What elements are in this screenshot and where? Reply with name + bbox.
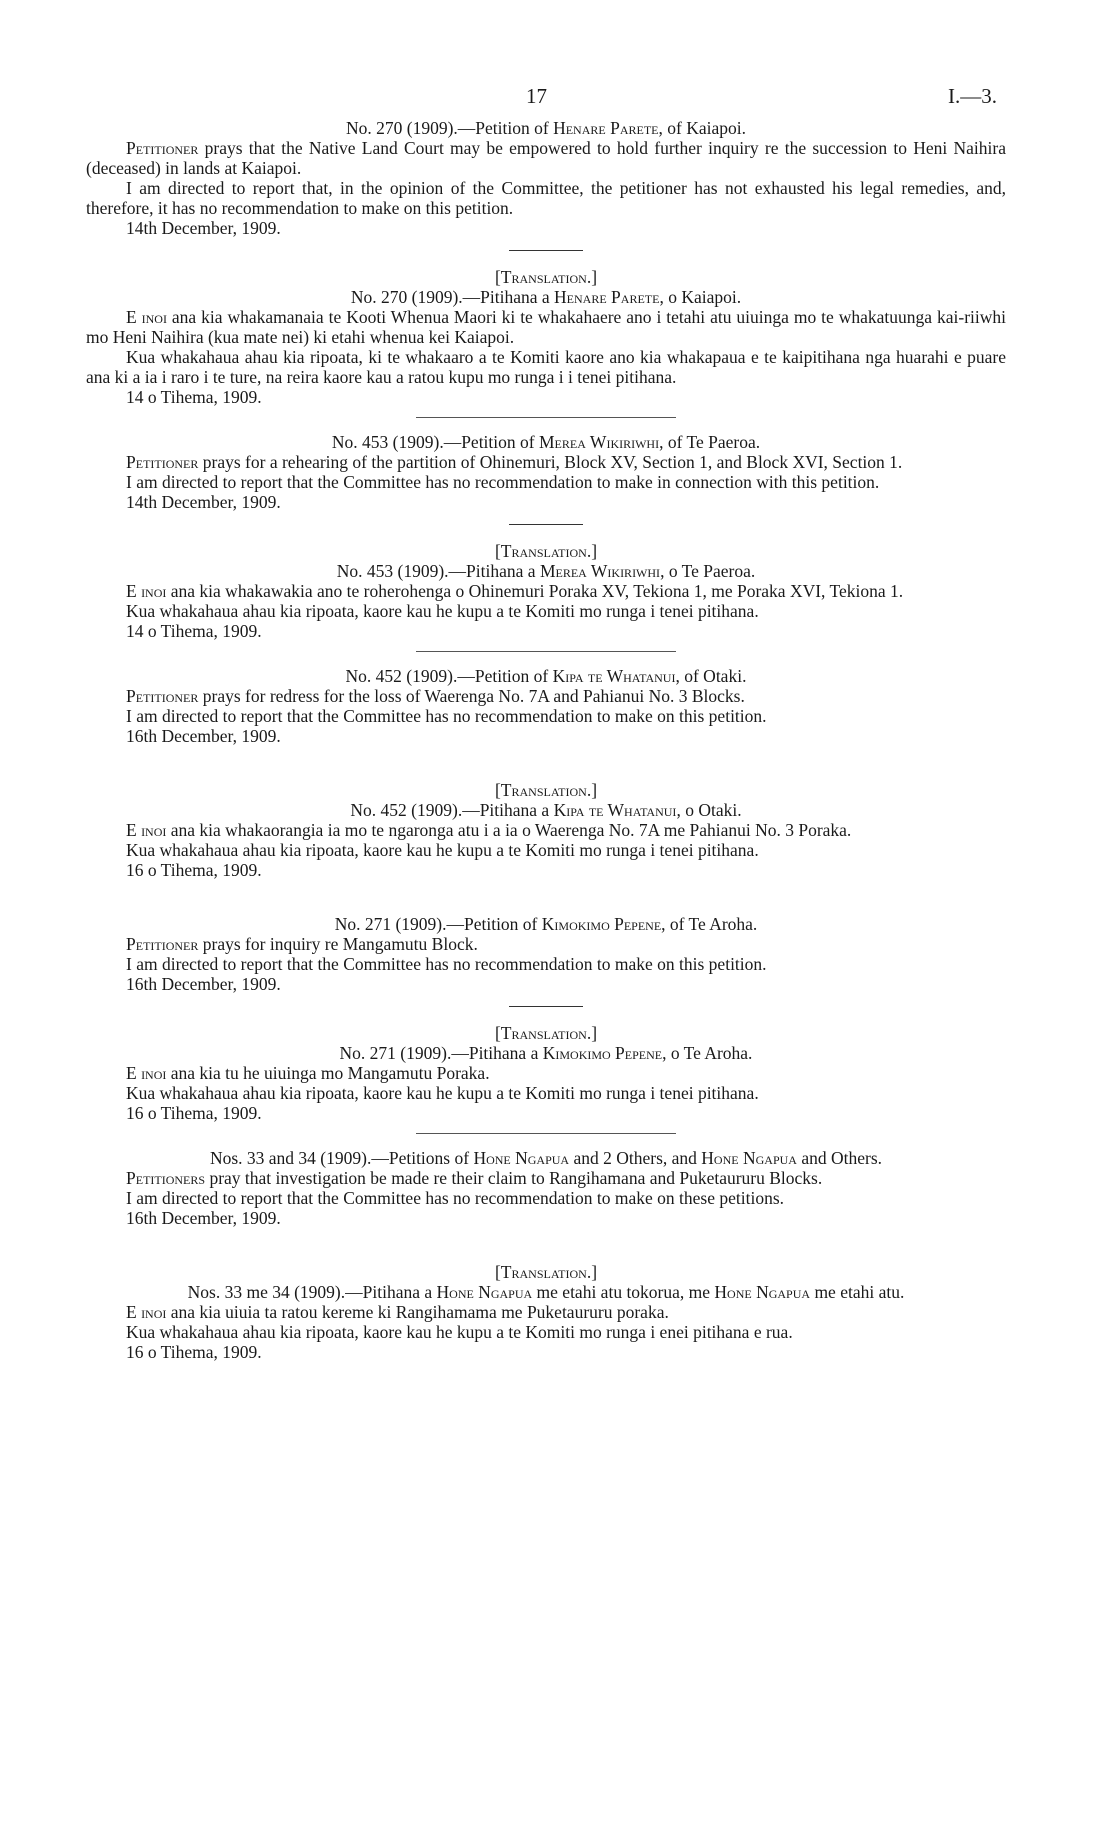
title-number: No. 452 (1909).—Petition of: [345, 666, 553, 686]
report-date: 16th December, 1909.: [126, 726, 281, 746]
petitioner-name: Kimokimo Pepene: [542, 1043, 663, 1063]
petition-title: [86, 432, 1006, 452]
petition-270: [86, 118, 1006, 418]
petitioner-name: Kipa te Whatanui: [552, 666, 676, 686]
document-reference: I.—3.: [948, 84, 997, 108]
petition-prayer: [86, 138, 1006, 178]
translation-report: Kua whakahaua ahau kia ripoata, kaore kau he kupu a te Komiti mo runga i tenei pitihana.: [126, 1083, 759, 1103]
title-place: , of Te Paeroa.: [659, 432, 761, 452]
title-number: Nos. 33 me 34 (1909).—Pitihana a: [187, 1282, 437, 1302]
page-body: [86, 118, 1006, 1362]
prayer-text: ana kia whakaorangia ia mo te ngaronga atu i a ia o Waerenga No. 7A me Pahianui No. 3 Poraka.: [166, 820, 852, 840]
title-middle: and 2 Others, and: [569, 1148, 702, 1168]
petition-453: [86, 432, 1006, 652]
prayer-text: ana kia whakawakia ano te roherohenga o Ohinemuri Poraka XV, Tekiona 1, me Poraka XVI, Tekiona 1.: [166, 581, 904, 601]
title-number: No. 270 (1909).—Pitihana a: [350, 287, 555, 307]
petition-title: [86, 914, 1006, 934]
petition-prayer: [86, 934, 1006, 954]
petition-prayer: [86, 1168, 1006, 1188]
petitioner-name-2: Hone Ngapua: [714, 1282, 811, 1302]
prayer-text: prays that the Native Land Court may be empowered to hold further inquiry re the succession to Heni Naihira (deceased) in lands at Kaiapoi.: [86, 138, 1006, 178]
spacer: [86, 1228, 1006, 1262]
translation-report: Kua whakahaua ahau kia ripoata, kaore kau he kupu a te Komiti mo runga i tenei pitihana.: [126, 601, 759, 621]
translation-label: [Translation.]: [494, 541, 598, 561]
translation-date: 16 o Tihema, 1909.: [126, 1342, 262, 1362]
petitioner-name: Hone Ngapua: [436, 1282, 533, 1302]
committee-report: I am directed to report that the Committee has no recommendation to make on this petition.: [126, 706, 767, 726]
report-date: 14th December, 1909.: [126, 218, 281, 238]
report-date: 16th December, 1909.: [126, 974, 281, 994]
prayer-text: prays for a rehearing of the partition of Ohinemuri, Block XV, Section 1, and Block XVI, Section 1.: [198, 452, 903, 472]
translation-title: [86, 1043, 1006, 1063]
section-divider: [416, 1133, 676, 1134]
petition-271: [86, 914, 1006, 1134]
translation-report: Kua whakahaua ahau kia ripoata, ki te whakaaro a te Komiti kaore ano kia whakapaua e te kaipitihana nga huarahi e puare ana ki a ia i raro i te ture, na reira kaore kau a ratou kupu mo runga i i tenei pitihana.: [86, 347, 1006, 387]
translation-prayer: [86, 307, 1006, 347]
translation-date: 16 o Tihema, 1909.: [126, 1103, 262, 1123]
title-number: No. 453 (1909).—Pitihana a: [336, 561, 540, 581]
petitioner-name: Merea Wikiriwhi: [539, 561, 661, 581]
translation-report: Kua whakahaua ahau kia ripoata, kaore kau he kupu a te Komiti mo runga i enei pitihana e rua.: [126, 1322, 793, 1342]
committee-report: I am directed to report that the Committee has no recommendation to make on this petition.: [126, 954, 767, 974]
prayer-lead: E inoi: [126, 1302, 167, 1322]
translation-date: 14 o Tihema, 1909.: [126, 621, 262, 641]
petitioner-name: Henare Parete: [553, 118, 659, 138]
title-place: , o Te Aroha.: [662, 1043, 753, 1063]
prayer-lead: Petitioner: [126, 934, 199, 954]
petition-title: [86, 118, 1006, 138]
prayer-lead: E inoi: [126, 820, 167, 840]
translation-title: [86, 561, 1006, 581]
title-number: No. 271 (1909).—Pitihana a: [339, 1043, 543, 1063]
title-number: No. 270 (1909).—Petition of: [346, 118, 554, 138]
translation-label: [Translation.]: [494, 780, 598, 800]
prayer-text: pray that investigation be made re their claim to Rangihamana and Puketaururu Blocks.: [205, 1168, 823, 1188]
petitioner-name: Merea Wikiriwhi: [538, 432, 660, 452]
petition-33-34: [86, 1148, 1006, 1362]
title-number: No. 453 (1909).—Petition of: [331, 432, 539, 452]
prayer-lead: E inoi: [126, 581, 167, 601]
divider: [509, 1006, 583, 1007]
spacer: [86, 746, 1006, 780]
committee-report: I am directed to report that the Committee has no recommendation to make in connection with this petition.: [126, 472, 880, 492]
translation-prayer: [86, 1302, 1006, 1322]
prayer-lead: Petitioner: [126, 686, 199, 706]
report-date: 14th December, 1909.: [126, 492, 281, 512]
title-number: No. 271 (1909).—Petition of: [334, 914, 542, 934]
petition-prayer: [86, 452, 1006, 472]
committee-report: I am directed to report that, in the opinion of the Committee, the petitioner has not exhausted his legal remedies, and, therefore, it has no recommendation to make on this petition.: [86, 178, 1006, 218]
petition-452: [86, 666, 1006, 914]
prayer-lead: Petitioner: [126, 138, 199, 158]
petitioner-name: Hone Ngapua: [473, 1148, 570, 1168]
title-number: Nos. 33 and 34 (1909).—Petitions of: [209, 1148, 474, 1168]
committee-report: I am directed to report that the Committee has no recommendation to make on these petitions.: [126, 1188, 785, 1208]
prayer-lead: E inoi: [126, 307, 167, 327]
divider: [509, 250, 583, 251]
report-date: 16th December, 1909.: [126, 1208, 281, 1228]
petition-prayer: [86, 686, 1006, 706]
petitioner-name: Kipa te Whatanui: [553, 800, 677, 820]
divider: [509, 524, 583, 525]
translation-title: [86, 287, 1006, 307]
prayer-text: ana kia whakamanaia te Kooti Whenua Maori ki te whakahaere ano i tetahi atu uiuinga mo te whakatuunga kai-riiwhi mo Heni Naihira (kua mate nei) ki etahi whenua kei Kaiapoi.: [86, 307, 1007, 347]
prayer-lead: Petitioners: [126, 1168, 206, 1188]
title-middle: me etahi atu tokorua, me: [532, 1282, 715, 1302]
prayer-text: ana kia tu he uiuinga mo Mangamutu Poraka.: [166, 1063, 490, 1083]
translation-title: [86, 1282, 1006, 1302]
translation-prayer: [86, 1063, 1006, 1083]
title-place: , of Otaki.: [675, 666, 747, 686]
translation-prayer: [86, 820, 1006, 840]
petitioner-name: Henare Parete: [554, 287, 660, 307]
section-divider: [416, 651, 676, 652]
prayer-text: prays for redress for the loss of Waerenga No. 7A and Pahianui No. 3 Blocks.: [198, 686, 745, 706]
petitioner-name: Kimokimo Pepene: [541, 914, 662, 934]
spacer: [86, 880, 1006, 914]
petitioner-name-2: Hone Ngapua: [701, 1148, 797, 1168]
section-divider: [416, 417, 676, 418]
page-header: [0, 86, 1114, 110]
title-place: , o Te Paeroa.: [660, 561, 756, 581]
title-place: , o Otaki.: [676, 800, 742, 820]
title-place: , o Kaiapoi.: [659, 287, 742, 307]
title-number: No. 452 (1909).—Pitihana a: [350, 800, 554, 820]
translation-date: 16 o Tihema, 1909.: [126, 860, 262, 880]
petition-title: [86, 1148, 1006, 1168]
translation-prayer: [86, 581, 1006, 601]
petition-title: [86, 666, 1006, 686]
translation-label: [Translation.]: [494, 1023, 598, 1043]
translation-label: [Translation.]: [494, 1262, 598, 1282]
translation-title: [86, 800, 1006, 820]
translation-date: 14 o Tihema, 1909.: [126, 387, 262, 407]
title-place: , of Te Aroha.: [661, 914, 758, 934]
title-place: me etahi atu.: [810, 1282, 905, 1302]
prayer-text: ana kia uiuia ta ratou kereme ki Rangihamama me Puketaururu poraka.: [166, 1302, 669, 1322]
title-place: and Others.: [796, 1148, 883, 1168]
prayer-text: prays for inquiry re Mangamutu Block.: [198, 934, 478, 954]
translation-report: Kua whakahaua ahau kia ripoata, kaore kau he kupu a te Komiti mo runga i tenei pitihana.: [126, 840, 759, 860]
page-number: 17: [526, 84, 547, 108]
translation-label: [Translation.]: [494, 267, 598, 287]
prayer-lead: Petitioner: [126, 452, 199, 472]
prayer-lead: E inoi: [126, 1063, 167, 1083]
title-place: , of Kaiapoi.: [658, 118, 746, 138]
